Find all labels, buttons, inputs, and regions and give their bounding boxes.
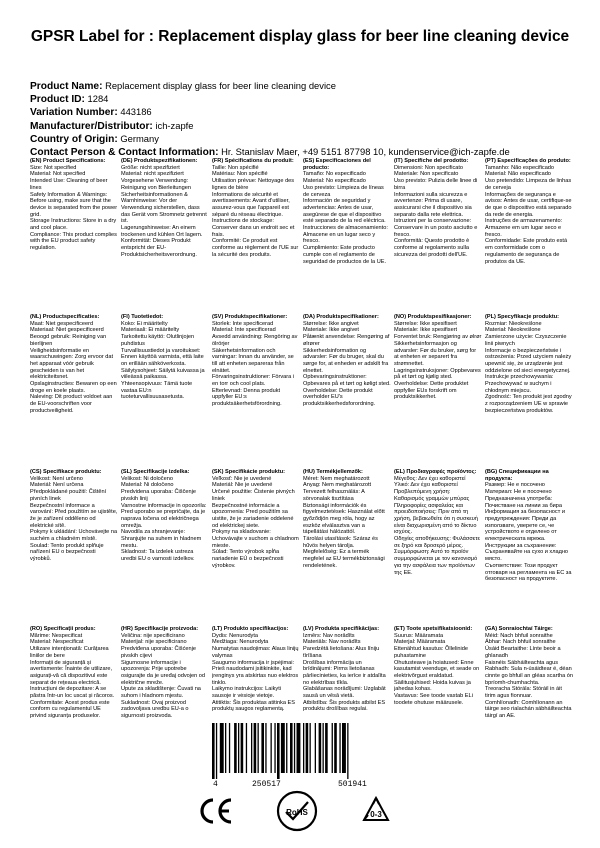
barcode-bar — [251, 723, 252, 773]
spec-text: Méret: Nem meghatározott Anyag: Nem meghatározott Tervezett felhasználás: A sörvonalak tisztítása Biztonsági információk és figyelmeztetések: Használat előtt győződjön meg róla, hogy az eszköz elválasztva van a tápellátási hálózattól. Tárolási utasítások: Száraz és hűvös helyen tárolja. Megfelelőség: Ez a termék megfelel az EU termékbiztonsági rendeletének. — [303, 475, 385, 569]
spec-block — [121, 314, 209, 464]
spec-heading: (FR) Spécifications du produit: — [212, 158, 294, 164]
spec-text: Velikost: Ni določeno Material: Ni določeno Predvidena uporaba: Čiščenje pivskih linij Varnostne informacije in opozorila: Pred uporabo se prepričajte, da je naprava ločena od električnega omrežja. Navodila za shranjevanje: Shranjujte na suhem in hladnem mestu. Skladnost: Ta izdelek ustreza uredbi EU o varnosti izdelkov. — [121, 475, 207, 563]
spec-block — [394, 158, 482, 308]
barcode-bar — [290, 723, 293, 773]
spec-block — [212, 469, 300, 619]
spec-text: Size: Not specified Material: Not specified Intended Use: Cleaning of beer lines Safety Information & Warnings: Before using, make sure that the device is separated from the power grid. Storage Instructions: Store in a dry and cool place. Compliance: This product complies with the EU product safety regulation. — [30, 164, 118, 252]
spec-text: Méid: Nach bhfuil sonraithe Ábhar: Nach bhfuil sonraithe Úsáid Beartaithe: Línte beoir a ghlanadh Faisnéis Sábháilteachta agus Rabhadh: Sula n-úsáidtear é, déan cinnte go bhfuil an gléas scartha ón bpríomh-chumhachta. Treoracha Stórála: Stóráil in áit tirim agus fionnuar. Comhlíonadh: Comhlíonann an táirge seo rialachán sábháilteachta táirgí an AE. — [485, 632, 573, 720]
barcode-bar — [241, 723, 244, 773]
barcode-bar — [238, 723, 239, 773]
barcode-bar — [310, 723, 311, 773]
barcode-bar — [286, 723, 287, 773]
info-row — [30, 120, 580, 133]
barcode-bar — [277, 723, 280, 779]
spec-heading: (EL) Προδιαγραφές προϊόντος: — [394, 469, 477, 475]
barcode-bar — [319, 723, 322, 773]
barcode-bar — [325, 723, 328, 773]
barcode-bar — [294, 723, 295, 773]
barcode-bar — [258, 723, 259, 773]
spec-text: Rozmiar: Nieokreślone Materiał: Nieokreślone Zamierzone użycie: Czyszczenie linii piwnych Informacje o bezpieczeństwie i ostrzeżenia: Przed użyciem należy upewnić się, że urządzenie jest oddzielone od sieci energetycznej. Instrukcje przechowywania: Przechowywać w suchym i chłodnym miejscu. Zgodność: Ten produkt jest zgodny z rozporządzeniem UE w sprawie bezpieczeństwa produktów. — [485, 320, 572, 414]
info-value: Germany — [120, 132, 159, 144]
spec-text: Størrelse: Ikke angivet Materiale: Ikke angivet Påtænkt anvendelse: Rengøring af ølrører Sikkerhedsinformation og advarsler: Før du bruger, skal du sørge for, at enheden er adskilt fra elnettet. Opbevaringsinstruktioner: Opbevares på et tørt og køligt sted. Overholdelse: Dette produkt overholder EU's produktsikkerhedsforordning. — [303, 320, 391, 408]
barcode-bar — [342, 723, 346, 773]
spec-text: Mărime: Nespecificat Material: Nespecificat Utilizare intenționată: Curățarea liniilor de bere Informații de siguranță și avertismente: Înainte de utilizare, asigurați-vă că dispozitivul este separat de rețeaua electrică. Instrucțiuni de depozitare: A se păstra într-un loc uscat și răcoros. Conformitate: Acest produs este conform cu regulamentul UE privind siguranța produselor. — [30, 632, 115, 720]
ce-mark-icon — [198, 796, 234, 826]
spec-heading: (LT) Produkto specifikacijos: — [212, 626, 289, 632]
spec-block — [30, 314, 118, 464]
info-row — [30, 93, 580, 106]
spec-heading: (CS) Specifikace produktu: — [30, 469, 102, 475]
spec-text: Maat: Niet gespecificeerd Materiaal: Niet gespecificeerd Beoogd gebruik: Reiniging van bierlijnen Veiligheidsinformatie en waarschuwingen: Zorg ervoor dat het apparaat vóór gebruik gescheiden is van het elektriciteitsnet. Opslaginstructies: Bewaren op een droge en koele plaats. Naleving: Dit product voldoet aan de EU-voorschriften voor productveiligheid. — [30, 320, 117, 414]
barcode-bar — [212, 723, 215, 779]
spec-heading: (NO) Produktspesifikasjoner: — [394, 314, 472, 320]
info-value: Hr. Stanislav Maer, +49 5151 87798 10, kundenservice@ich-zapfe.de — [221, 146, 510, 158]
info-row — [30, 133, 580, 146]
barcode-bar — [220, 723, 224, 773]
info-value: 443186 — [120, 106, 152, 118]
spec-block — [303, 158, 391, 308]
barcode-bar — [303, 723, 304, 773]
info-value: Replacement display glass for beer line cleaning device — [105, 80, 336, 91]
svg-text:0-3: 0-3 — [370, 810, 382, 819]
spec-text: Velikost: Není určeno Materiál: Není určena Předpokládané použití: Čištění pivních linek Bezpečnostní informace a varování: Před použitím se ujistěte, že je zařízení odděleno od elektrické sítě. Pokyny k ukládání: Uchovávejte na suchém a chladném místě. Soulad: Tento produkt splňuje nařízení EU o bezpečnosti výrobků. — [30, 475, 118, 563]
spec-text: Größe: nicht spezifiziert Material: nicht spezifiziert Vorgesehene Verwendung: Reinigung von Bierleitungen Sicherheitsinformationen & Warnhinweise: Vor der Verwendung sicherstellen, dass das Gerät vom Stromnetz getrennt ist. Lagerungshinweise: An einem trockenen und kühlen Ort lagern. Konformität: Dieses Produkt entspricht der EU-Produktsicherheitsverordnung. — [121, 164, 207, 258]
barcode-bar — [229, 723, 230, 773]
barcode-bar — [306, 723, 309, 773]
spec-text: Suurus: Määramata Materjal: Määramata Ettenähtud kasutus: Õllelinide puhastamine Ohutusteave ja hoiatused: Enne kasutamist veenduge, et seade on elektrivõrgust eraldatud. Säilitusjuhised: Hoida kuivas ja jahedas kohas. Vastavus: See toode vastab ELi toodete ohutuse määrusele. — [394, 632, 480, 706]
spec-block — [485, 314, 573, 464]
spec-heading: (IT) Specifiche del prodotto: — [394, 158, 469, 164]
spec-block — [212, 314, 300, 464]
info-label: Variation Number: — [30, 107, 118, 119]
spec-heading: (PL) Specyfikacje produktu: — [485, 314, 559, 320]
barcode-bar — [347, 723, 348, 779]
spec-text: Taille: Non spécifié Matériau: Non spécifié Utilisation prévue: Nettoyage des lignes de bière Informations de sécurité et avertissements: Avant d'utiliser, assurez-vous que l'appareil est séparé du réseau électrique. Instructions de stockage: Conserver dans un endroit sec et frais. Conformité: Ce produit est conforme au règlement de l'UE sur la sécurité des produits. — [212, 164, 299, 258]
barcode-bar — [254, 723, 257, 773]
barcode-bar — [225, 723, 226, 773]
spec-heading: (RO) Specificații produs: — [30, 626, 96, 632]
spec-block — [121, 626, 209, 776]
barcode-bar — [234, 723, 237, 773]
spec-heading: (HU) Termékjellemzők: — [303, 469, 363, 475]
spec-heading: (GA) Sonraíochtaí Táirge: — [485, 626, 553, 632]
spec-block — [394, 626, 482, 776]
barcode-bar — [281, 723, 285, 773]
barcode-bar — [271, 723, 272, 773]
spec-text: Tamaño: No especificado Material: No especificado Uso previsto: Limpieza de líneas de cerveza Información de seguridad y advertencias: Antes de usar, asegúrese de que el dispositivo esté separado de la red eléctrica. Instrucciones de almacenamiento: Almacene en un lugar seco y fresco. Cumplimiento: Este producto cumple con el reglamento de seguridad de productos de la UE. — [303, 171, 388, 265]
barcode-bar — [297, 723, 301, 773]
spec-block — [485, 626, 573, 776]
barcode — [208, 723, 400, 779]
spec-text: Размер: Не е посочено Материал: Не е посочено Предназначена употреба: Почистване на линии за бира Информация за безопасност и предупреждения: Преди да използвате, уверете се, че устройството е отделено от електрическата мрежа. Инструкции за съхранение: Съхранявайте на сухо и хладно място. Съответствие: Този продукт отговаря на регламента на ЕС за безопасност на продуктите. — [485, 482, 572, 583]
spec-heading: (NL) Productspecificaties: — [30, 314, 100, 320]
spec-block — [485, 158, 573, 308]
rohs-icon — [276, 790, 318, 832]
spec-heading: (DE) Produktspezifikationen: — [121, 158, 198, 164]
barcode-digits-right: 501941 — [338, 780, 367, 789]
barcode-bar — [315, 723, 316, 773]
info-row — [30, 106, 580, 119]
spec-block — [394, 469, 482, 619]
product-info — [30, 80, 580, 159]
barcode-bar — [339, 723, 340, 773]
spec-block — [121, 469, 209, 619]
spec-block — [303, 314, 391, 464]
barcode-bar — [332, 723, 333, 773]
spec-text: Koko: Ei määritelty Materiaali: Ei määritelty Tarkoitettu käyttö: Olutlinjojen puhdistus Turvallisuustiedot ja varoitukset: Ennen käyttöä varmista, että laite on erillään sähköverkosta. Säilytysohjeet: Säilytä kuivassa ja viileässä paikassa. Yhteensopivuus: Tämä tuote vastaa EU:n tuoteturvallisuusasetusta. — [121, 320, 205, 401]
barcode-bar — [216, 723, 217, 779]
barcode-bar — [334, 723, 337, 773]
spec-heading: (DA) Produktspecifikationer: — [303, 314, 379, 320]
info-label: Country of Origin: — [30, 133, 118, 145]
spec-heading: (HR) Specifikacije proizvoda: — [121, 626, 199, 632]
spec-heading: (BG) Спецификации на продукта: — [485, 469, 549, 482]
spec-block — [394, 314, 482, 464]
info-row — [30, 80, 580, 93]
spec-heading: (EN) Product Specifications: — [30, 158, 106, 164]
barcode-digits-left: 250517 — [252, 780, 281, 789]
spec-heading: (LV) Produkta specifikācijas: — [303, 626, 380, 632]
spec-text: Μέγεθος: Δεν έχει καθοριστεί Υλικό: Δεν έχει καθοριστεί Προβλεπόμενη χρήση: Καθαρισμός γραμμών μπύρας Πληροφορίες ασφαλείας και προειδοποιήσεις: Πριν από τη χρήση, βεβαιωθείτε ότι η συσκευή είναι διαχωρισμένη από το δίκτυο ισχύος. Οδηγίες αποθήκευσης: Φυλάσσετε σε ξηρό και δροσερό μέρος. Συμμόρφωση: Αυτό το προϊόν συμμορφώνεται με τον κανονισμό για την ασφάλεια των προϊόντων της ΕΕ. — [394, 475, 480, 576]
spec-heading: (SL) Specifikacije izdelka: — [121, 469, 190, 475]
spec-text: Dimensioni: Non specificato Materiale: Non specificato Uso previsto: Pulizia delle linee di birra Informazioni sulla sicurezza e avvertenze: Prima di usare, assicurarsi che il dispositivo sia separato dalla rete elettrica. Istruzioni per la conservazione: Conservare in un posto asciutto e fresco. Conformità: Questo prodotto è conforme al regolamento sulla sicurezza dei prodotti dell'UE. — [394, 164, 478, 258]
info-label: Product ID: — [30, 94, 85, 106]
info-value: 1284 — [87, 93, 109, 105]
spec-heading: (ET) Toote spetsifikatsioonid: — [394, 626, 473, 632]
spec-heading: (SK) Špecifikácie produktu: — [212, 469, 286, 475]
spec-heading: (FI) Tuotetiedot: — [121, 314, 164, 320]
info-value: ich-zapfe — [155, 119, 194, 131]
spec-text: Dydis: Nenurodyta Medžiaga: Nenurodyta Numatytas naudojimas: Alaus linijų valymas Saugumo informacija ir įspėjimai: Prieš naudodami įsitikinkite, kad įrenginys yra atskirtas nuo elektros tinklo. Laikymo instrukcijos: Laikyti sausoje ir vėsioje vietoje. Atitiktis: Šis produktas atitinka ES produktų saugos reglamentą. — [212, 632, 299, 713]
barcode-bar — [246, 723, 247, 773]
barcode-bar — [274, 723, 275, 773]
spec-text: Veľkosť: Nie je uvedené Materiál: Nie je uvedené Určené použitie: Čistenie pivných liniek Bezpečnostné informácie a upozornenia: Pred použitím sa uistite, že je zariadenie oddelené od elektrickej siete. Pokyny na skladovanie: Uchovávajte v suchom a chladnom mieste. Súlad: Tento výrobok spĺňa nariadenie EÚ o bezpečnosti výrobkov. — [212, 475, 299, 569]
svg-text:RoHS: RoHS — [286, 808, 308, 817]
spec-block — [212, 158, 300, 308]
spec-block — [30, 469, 118, 619]
page-title: GPSR Label for : Replacement display glass for beer line cleaning device — [30, 28, 570, 45]
spec-block — [30, 158, 118, 308]
spec-block — [121, 158, 209, 308]
spec-block — [485, 469, 573, 619]
spec-heading: (PT) Especificações do produto: — [485, 158, 571, 164]
barcode-bar — [265, 723, 266, 773]
spec-text: Størrelse: Ikke spesifisert Materiale: Ikke spesifisert Forventet bruk: Rengjøring av ølrør Sikkerhetsinformasjon og advarsler: Før du bruker, sørg for at enheten er separert fra strømnettet. Lagringsinstruksjoner: Oppbevares på et tørt og kjølig sted. Overholdelse: Dette produktet oppfyller EUs forskrift om produktsikkerhet. — [394, 320, 482, 401]
recycle-icon — [356, 792, 396, 832]
barcode-digit-first: 4 — [213, 780, 218, 789]
spec-heading: (ES) Especificaciones del producto: — [303, 158, 371, 171]
info-label: Manufacturer/Distributor: — [30, 120, 153, 132]
spec-text: Storlek: Inte specificerad Material: Inte specificerad Avsedd användning: Rengöring av ölrörjer Säkerhetsinformation och varningar: Innan du använder, se till att enheten separeras från elnätet. Förvaringsinstruktioner: Förvara i en torr och cool plats. Efterlevnad: Denna produkt uppfyller EU:s produktsäkerhetsförordning. — [212, 320, 298, 408]
spec-block — [30, 626, 118, 776]
spec-text: Veličina: nije specificirano Materijal: nije specificirano Predviđena uporaba: Čišćenje pivskih cijevi Sigurnosne informacije i upozorenja: Prije upotrebe osigurajte da je uređaj odvojen od električne mreže. Upute za skladištenje: Čuvati na suhom i hladnom mjestu. Sukladnost: Ovaj proizvod zadovoljava uredbu EU-a o sigurnosti proizvoda. — [121, 632, 205, 720]
spec-text: Tamanho: Não especificado Material: Não especificado Uso pretendido: Limpeza de linhas de cerveja Informações de segurança e avisos: Antes de usar, certifique-se de que o dispositivo está separado da rede de energia. Instruções de armazenamento: Armazene em um lugar seco e fresco. Conformidade: Este produto está em conformidade com o regulamento de segurança de produtos da UE. — [485, 164, 572, 265]
barcode-bar — [323, 723, 324, 773]
info-label: Product Name: — [30, 81, 103, 92]
info-label: Contact Person & Contact Information: — [30, 147, 219, 159]
spec-text: Izmērs: Nav norādīts Materiāls: Nav norādīts Paredzētā lietošana: Alus līniju tīrīšana Drošības informācija un brīdinājumi: Pirms lietošanas pārliecinieties, ka ierīce ir atdalīta no elektrības tīkla. Glabāšanas norādījumi: Uzglabāt sausā un vēsā vietā. Atbilstība: Šis produkts atbilst ES produktu drošības regulai. — [303, 632, 386, 713]
spec-block — [303, 469, 391, 619]
spec-heading: (SV) Produktspecifikationer: — [212, 314, 288, 320]
barcode-bar — [261, 723, 264, 773]
